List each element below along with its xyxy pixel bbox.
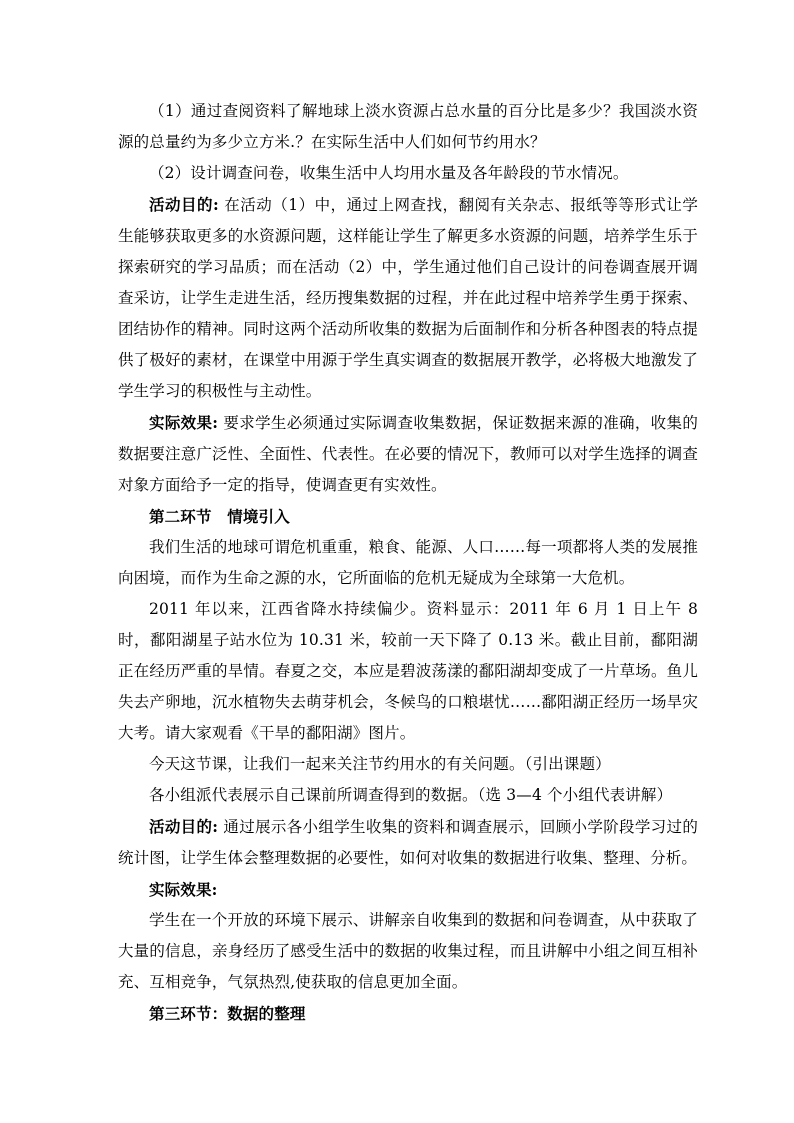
paragraph-actual-effect-2: 学生在一个开放的环境下展示、讲解亲自收集到的数据和问卷调查，从中获取了大量的信息，亲身经历了感受生活中的数据的收集过程，而且讲解中小组之间互相补充、互相竞争，气氛热烈,使获取的信息更加全面。 — [118, 911, 698, 991]
paragraph-crisis: 我们生活的地球可谓危机重重，粮食、能源、人口……每一项都将人类的发展推向困境，而作为生命之源的水，它所面临的危机无疑成为全球第一大危机。 — [118, 538, 698, 587]
activity-purpose-text: 通过展示各小组学生收集的资料和调查展示，回顾小学阶段学习过的统计图，让学生体会整理数据的必要性，如何对收集的数据进行收集、整理、分析。 — [118, 818, 698, 867]
actual-effect-label: 实际效果: — [149, 413, 219, 432]
section-heading-2: 第二环节 情境引入 — [149, 507, 290, 526]
paragraph-group-present: 各小组派代表展示自己课前所调查得到的数据。（选 3—4 个小组代表讲解） — [149, 786, 673, 804]
paragraph-poyang-lake: 2011 年以来，江西省降水持续偏少。资料显示：2011 年 6 月 1 日上午 8 时，鄱阳湖星子站水位为 10.31 米，较前一天下降了 0.13 米。截止目前，鄱阳湖正在经历严重的旱情。春夏之交，本应是碧波荡漾的鄱阳湖却变成了一片草场。鱼儿失去产卵地，沉水植物失去萌芽机会，冬候鸟的口粮堪忧……鄱阳湖正经历一场旱灾大考。请大家观看《干旱的鄱阳湖》图片。 — [118, 600, 698, 742]
paragraph-activity-1: （1）通过查阅资料了解地球上淡水资源占总水量的百分比是多少？我国淡水资源的总量约为多少立方米.？在实际生活中人们如何节约用水？ — [118, 102, 698, 151]
paragraph-topic-intro: 今天这节课，让我们一起来关注节约用水的有关问题。（引出课题） — [149, 755, 611, 773]
activity-purpose-label: 活动目的: — [149, 817, 219, 836]
activity-purpose-text: 在活动（1）中，通过上网查找，翻阅有关杂志、报纸等等形式让学生能够获取更多的水资源问题，这样能让学生了解更多水资源的问题，培养学生乐于探索研究的学习品质；而在活动（2）中，学生通过他们自己设计的问卷调查展开调查采访，让学生走进生活，经历搜集数据的过程，并在此过程中培养学生勇于探索、团结协作的精神。同时这两个活动所收集的数据为后面制作和分析各种图表的特点提供了极好的素材，在课堂中用源于学生真实调查的数据展开教学，必将极大地激发了学生学习的积极性与主动性。 — [118, 196, 698, 400]
paragraph-activity-purpose-1 — [118, 189, 698, 407]
activity-purpose-label: 活动目的: — [149, 195, 219, 214]
actual-effect-heading: 实际效果: — [149, 880, 218, 899]
section-heading-3: 第三环节：数据的整理 — [149, 1004, 306, 1023]
paragraph-actual-effect-1 — [118, 407, 698, 501]
paragraph-activity-purpose-2 — [118, 811, 698, 874]
actual-effect-text: 要求学生必须通过实际调查收集数据，保证数据来源的准确，收集的数据要注意广泛性、全面性、代表性。在必要的情况下，教师可以对学生选择的调查对象方面给予一定的指导，使调查更有实效性。 — [118, 414, 698, 494]
document-body — [118, 96, 698, 1029]
paragraph-activity-2: （2）设计调查问卷，收集生活中人均用水量及各年龄段的节水情况。 — [149, 164, 629, 182]
